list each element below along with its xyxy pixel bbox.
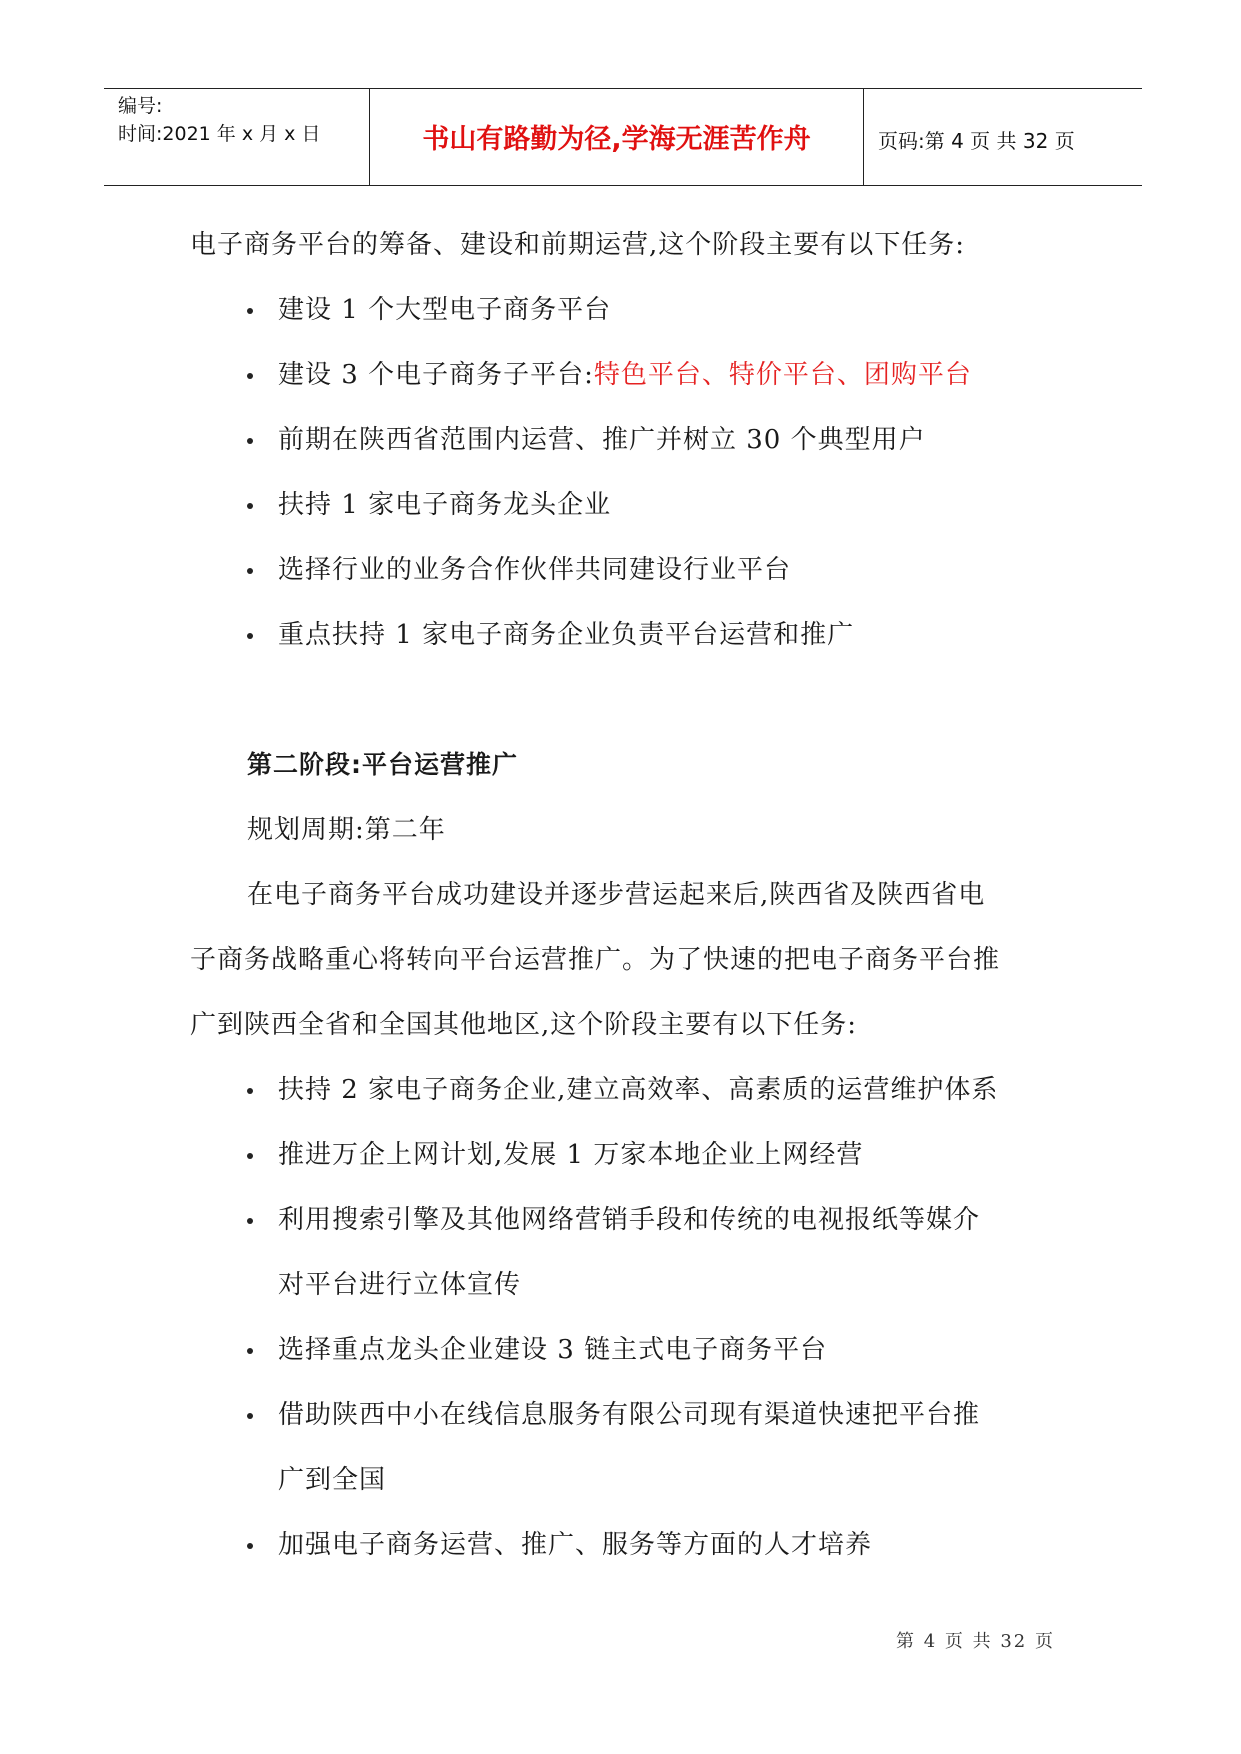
bullet-dot <box>247 1153 253 1159</box>
bullet-dot <box>247 1088 253 1094</box>
list-item <box>278 618 854 652</box>
header-motto-cell <box>370 89 864 185</box>
list-item-text: 重点扶持 1 家电子商务企业负责平台运营和推广 <box>278 620 855 650</box>
list-item <box>278 423 926 457</box>
bullet-dot <box>247 1543 253 1549</box>
bullet-dot <box>247 1413 253 1419</box>
bullet-dot <box>247 503 253 509</box>
list-item: 利用搜索引擎及其他网络营销手段和传统的电视报纸等媒介 <box>278 1205 981 1235</box>
bullet-dot <box>247 1348 253 1354</box>
list-item-continuation: 广到全国 <box>278 1465 387 1495</box>
header-motto: 书山有路勤为径,学海无涯苦作舟 <box>422 124 811 155</box>
page-footer: 第 4 页 共 32 页 <box>896 1631 1055 1652</box>
stage2-paragraph-line: 广到陕西全省和全国其他地区,这个阶段主要有以下任务: <box>190 1010 858 1040</box>
bullet-dot <box>247 568 253 574</box>
document-number-label: 编号: <box>118 95 163 117</box>
stage2-paragraph-line: 子商务战略重心将转向平台运营推广。为了快速的把电子商务平台推 <box>190 945 1001 975</box>
list-item-text: 建设 1 个大型电子商务平台 <box>278 295 612 325</box>
bullet-dot <box>247 633 253 639</box>
page-header <box>104 88 1142 186</box>
header-page-info: 页码:第 4 页 共 32 页 <box>878 129 1075 153</box>
document-time-label: 时间:2021 年 x 月 x 日 <box>118 123 321 145</box>
stage2-heading: 第二阶段:平台运营推广 <box>247 750 518 779</box>
list-item <box>278 358 972 392</box>
intro-paragraph: 电子商务平台的筹备、建设和前期运营,这个阶段主要有以下任务: <box>190 230 966 260</box>
list-item-highlight: 特色平台、特价平台、团购平台 <box>593 360 972 390</box>
stage2-period: 规划周期:第二年 <box>247 815 446 845</box>
stage2-paragraph-line: 在电子商务平台成功建设并逐步营运起来后,陕西省及陕西省电 <box>247 880 986 910</box>
list-item <box>278 488 611 522</box>
list-item: 借助陕西中小在线信息服务有限公司现有渠道快速把平台推 <box>278 1400 981 1430</box>
header-page-cell <box>864 89 1142 185</box>
bullet-dot <box>247 308 253 314</box>
bullet-dot <box>247 1218 253 1224</box>
list-item-text: 扶持 1 家电子商务龙头企业 <box>278 490 612 520</box>
bullet-dot <box>247 373 253 379</box>
list-item: 推进万企上网计划,发展 1 万家本地企业上网经营 <box>278 1140 864 1170</box>
list-item: 选择重点龙头企业建设 3 链主式电子商务平台 <box>278 1335 828 1365</box>
list-item-text: 选择行业的业务合作伙伴共同建设行业平台 <box>278 555 792 585</box>
list-item-text: 建设 3 个电子商务子平台: <box>278 360 594 390</box>
list-item <box>278 293 611 327</box>
list-item: 加强电子商务运营、推广、服务等方面的人才培养 <box>278 1530 873 1560</box>
header-meta-cell <box>104 89 370 185</box>
list-item: 扶持 2 家电子商务企业,建立高效率、高素质的运营维护体系 <box>278 1075 999 1105</box>
list-item <box>278 553 791 587</box>
list-item-continuation: 对平台进行立体宣传 <box>278 1270 522 1300</box>
list-item-text: 前期在陕西省范围内运营、推广并树立 30 个典型用户 <box>278 425 926 455</box>
bullet-dot <box>247 438 253 444</box>
